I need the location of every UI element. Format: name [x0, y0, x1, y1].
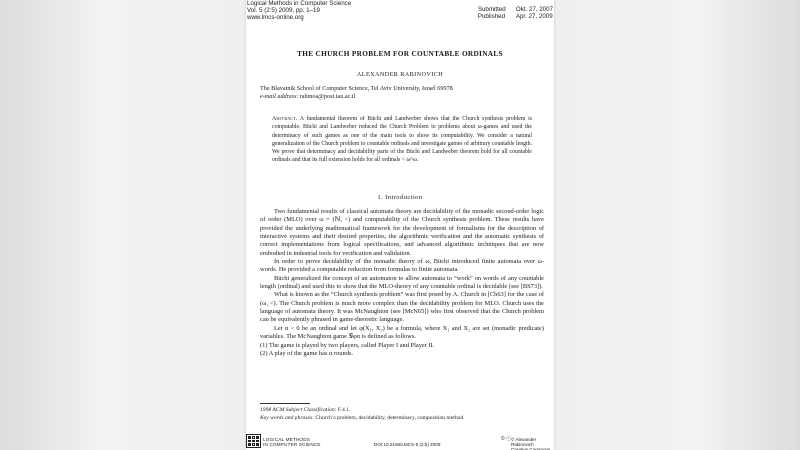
paragraph: Büchi generalized the concept of an automaton to allow automata to “work” on words of any countable length (ordinal) and used this to show that the MLO-theory of any countable ordinal is decidable (see [BS73]). [260, 274, 544, 291]
abstract-text: A fundamental theorem of Büchi and Landweber shows that the Church synthesis problem is computable. Büchi and Landweber reduced the Church Problem to problems about ω-games and used the determinacy of such games as one of the main tools to show its computability. We consider a natural generalization of the Church problem to countable ordinals and investigate games of arbitrary countable length. We prove that determinacy and decidability parts of the Büchi and Landweber theorem hold for all countable ordinals and that its full extension holds for all ordinals < ω^ω. [272, 116, 532, 164]
section-heading: 1. Introduction [377, 194, 423, 201]
viewer-background-right [554, 0, 800, 450]
submitted-label: Submitted [477, 6, 506, 13]
paragraph: Let α > 0 be an ordinal and let φ(X₁, X₂) be a formula, where X₁ and X₂ are set (monadic predicate) variables. The McNaughton game 𝒢φα is defined as follows. [260, 324, 544, 341]
footer-journal [263, 437, 321, 447]
published-date: Apr. 27, 2009 [515, 13, 553, 20]
body-text [260, 208, 544, 358]
journal-info [247, 0, 351, 21]
footnote-rule [260, 403, 310, 404]
creative-commons-icon: © ⓒ [501, 436, 512, 442]
keywords-value: Church’s problem, decidability, determinacy, composition method. [314, 414, 465, 421]
submission-dates [478, 6, 553, 20]
keywords [260, 415, 544, 423]
page-footer [246, 433, 554, 450]
acm-classification [260, 407, 544, 415]
list-item: (2) A play of the game has α rounds. [260, 349, 353, 357]
published-label: Published [477, 13, 506, 20]
acm-label: 1998 ACM Subject Classification: [260, 407, 337, 413]
abstract-label: Abstract. [272, 116, 298, 122]
paragraph: Two fundamental results of classical automata theory are decidability of the monadic second-order logic of order (MLO) over ω = (ℕ, <) and computability of the Church synthesis problem. These results have provided the underlying mathematical framework for the development of formalisms for the description of interactive systems and their desired properties, the algorithmic verification and the automatic synthesis of correct implementations from logical specifications, and advanced algorithmic techniques that are now embodied in industrial tools for verification and validation. [260, 208, 544, 257]
list-item: (1) The game is played by two players, called Player I and Player II. [260, 341, 435, 349]
footer-journal-line1: LOGICAL METHODS [263, 437, 310, 442]
viewer-background-left [0, 0, 246, 450]
email-address[interactable]: : rabinoa@post.tau.ac.il [296, 93, 356, 100]
acm-value: F.4.1. [336, 407, 351, 413]
license-info [511, 437, 554, 450]
journal-volume: Vol. 5 (2:5) 2009, pp. 1–19 [247, 7, 320, 14]
paragraph: What is known as the “Church synthesis problem” was first posed by A. Church in [Ch63] for the case of (ω, <). The Church problem is much more complex than the decidability problem for MLO. Church uses the language of automata theory. It was McNaughton (see [McN65]) who first observed that the Church problem can be equivalently phrased in game-theoretic language. [260, 291, 544, 324]
email-line [260, 93, 544, 101]
affiliation: The Blavatnik School of Computer Science, Tel Aviv University, Israel 69978 [260, 85, 453, 92]
affiliation-block [260, 85, 544, 101]
keywords-label: Key words and phrases: [260, 414, 315, 421]
abstract [272, 115, 532, 165]
author-name: ALEXANDER RABINOVICH [356, 71, 444, 78]
journal-website[interactable]: www.lmcs-online.org [247, 14, 304, 21]
paper-title: THE CHURCH PROBLEM FOR COUNTABLE ORDINALS [297, 49, 503, 58]
email-label: e-mail address [260, 93, 297, 100]
lmcs-logo-icon [246, 434, 261, 448]
submitted-date: Okt. 27, 2007 [515, 6, 553, 13]
copyright: © Alexander Rabinovich [511, 437, 537, 447]
footnotes [260, 407, 544, 422]
paper-page[interactable] [246, 0, 554, 450]
paragraph: In order to prove decidability of the monadic theory of ω, Büchi introduced finite automata over ω-words. He provided a computable reduction from formulas to finite automata. [260, 258, 544, 274]
journal-header [246, 0, 554, 22]
doi[interactable]: DOI:10.2168/LMCS-5 (2:5) 2009 [374, 442, 441, 447]
license[interactable]: Creative Commons [511, 447, 551, 450]
footer-journal-line2: IN COMPUTER SCIENCE [263, 442, 321, 447]
journal-name: Logical Methods in Computer Science [247, 0, 352, 7]
